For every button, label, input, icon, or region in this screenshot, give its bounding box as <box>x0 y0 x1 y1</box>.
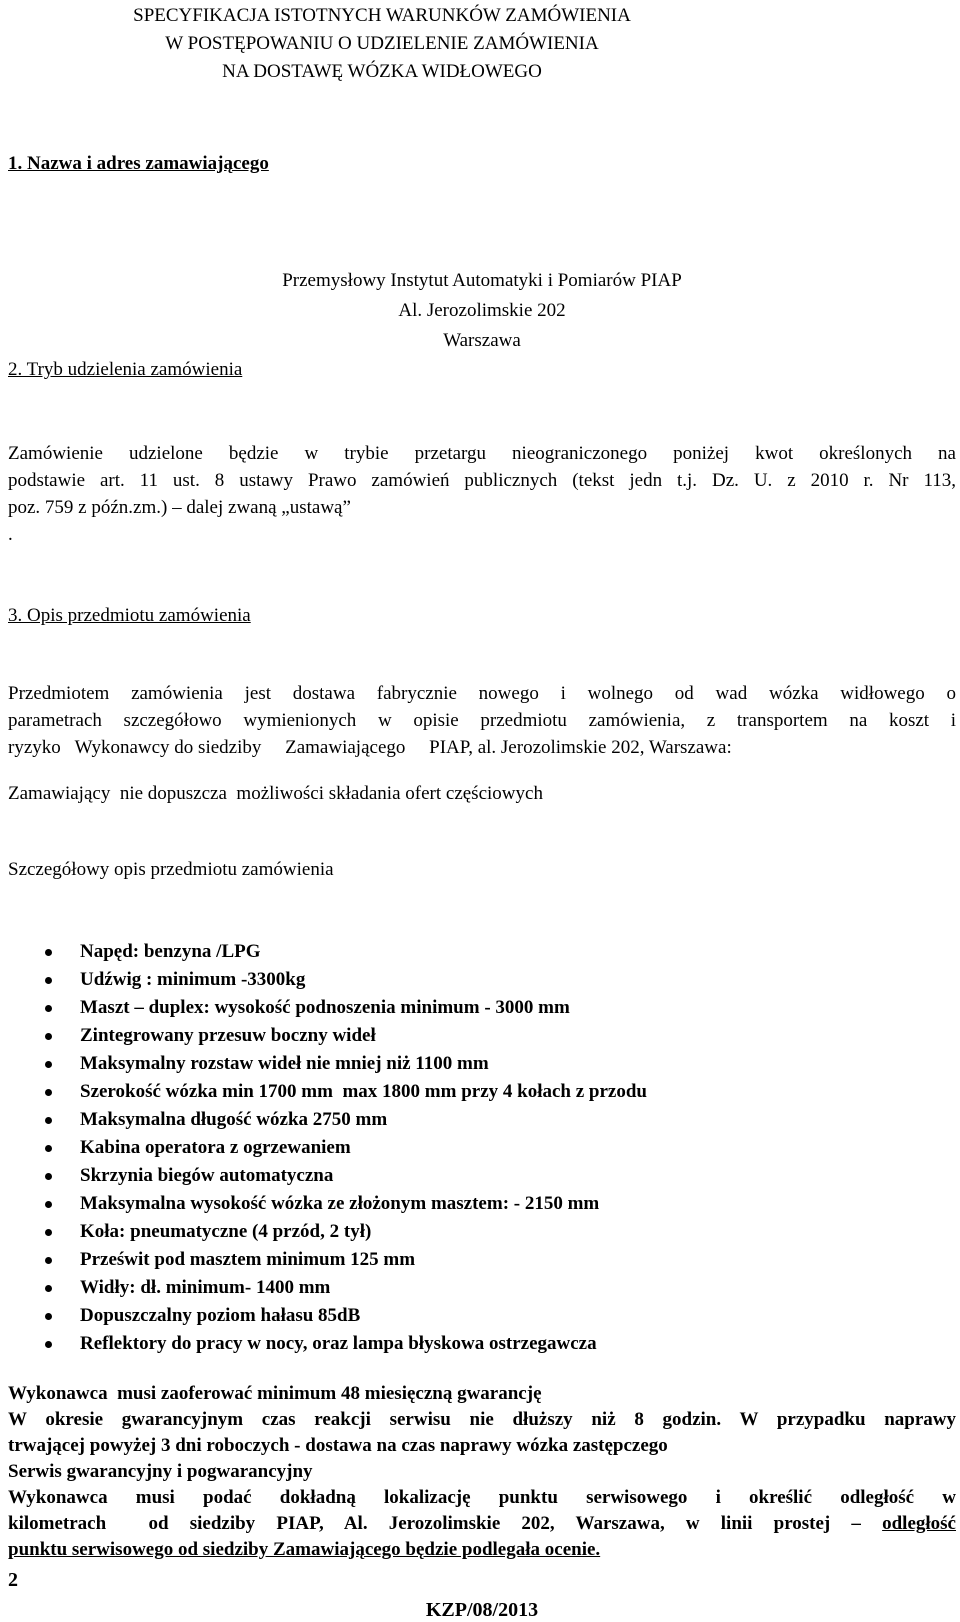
paragraph-line: . <box>8 524 13 545</box>
feature-text: Maksymalna długość wózka 2750 mm <box>80 1109 388 1130</box>
section-1-heading: 1. Nazwa i adres zamawiającego <box>8 153 269 174</box>
bullet-icon <box>45 1313 52 1320</box>
feature-text: Reflektory do pracy w nocy, oraz lampa błyskowa ostrzegawcza <box>80 1333 597 1354</box>
paragraph-line: ryzyko Wykonawcy do siedziby Zamawiającego PIAP, al. Jerozolimskie 202, Warszawa: <box>8 737 732 758</box>
document-code: KZP/08/2013 <box>425 1599 539 1621</box>
list-item <box>8 1302 647 1330</box>
list-item <box>8 1274 647 1302</box>
feature-text: Napęd: benzyna /LPG <box>80 941 261 962</box>
feature-text: Widły: dł. minimum- 1400 mm <box>80 1277 331 1298</box>
address-line: Warszawa <box>443 330 521 351</box>
bullet-icon <box>45 1033 52 1040</box>
warranty-line: Wykonawca musi zaoferować minimum 48 miesięczną gwarancję <box>8 1383 542 1404</box>
address-line: Al. Jerozolimskie 202 <box>398 300 566 321</box>
bullet-icon <box>45 1173 52 1180</box>
bullet-icon <box>45 1005 52 1012</box>
bullet-icon <box>45 1145 52 1152</box>
section-2-heading: 2. Tryb udzielenia zamówienia <box>8 359 243 380</box>
detail-heading: Szczegółowy opis przedmiotu zamówienia <box>8 859 334 880</box>
bullet-icon <box>45 1061 52 1068</box>
bullet-icon <box>45 1201 52 1208</box>
warranty-line: trwającej powyżej 3 dni roboczych - dostawa na czas naprawy wózka zastępczego <box>8 1435 668 1456</box>
document-title <box>8 2 756 86</box>
section-3-heading: 3. Opis przedmiotu zamówienia <box>8 605 251 626</box>
subject-paragraph <box>8 680 956 761</box>
feature-text: Maksymalny rozstaw wideł nie mniej niż 1100 mm <box>80 1053 489 1074</box>
bullet-icon <box>45 1341 52 1348</box>
feature-text: Prześwit pod masztem minimum 125 mm <box>80 1249 416 1270</box>
list-item <box>8 1330 647 1358</box>
list-item <box>8 1050 647 1078</box>
feature-text: Skrzynia biegów automatyczna <box>80 1165 334 1186</box>
procedure-paragraph <box>8 440 956 548</box>
feature-text: Udźwig : minimum -3300kg <box>80 969 306 990</box>
paragraph-line: podstawie art. 11 ust. 8 ustawy Prawo zamówień publicznych (tekst jedn t.j. Dz. U. z 2010 r. Nr 113, <box>8 470 956 491</box>
bullet-icon <box>45 1257 52 1264</box>
feature-text: Koła: pneumatyczne (4 przód, 2 tył) <box>80 1221 372 1242</box>
list-item <box>8 1134 647 1162</box>
features-list <box>8 938 647 1358</box>
list-item <box>8 1190 647 1218</box>
paragraph-line: Zamówienie udzielone będzie w trybie przetargu nieograniczonego poniżej kwot określonych na <box>8 443 956 464</box>
warranty-underlined-text: odległość <box>882 1513 956 1534</box>
warranty-line <box>8 1511 956 1537</box>
feature-text: Maszt – duplex: wysokość podnoszenia minimum - 3000 mm <box>80 997 570 1018</box>
title-line: SPECYFIKACJA ISTOTNYCH WARUNKÓW ZAMÓWIENIA <box>133 5 631 26</box>
bullet-icon <box>45 949 52 956</box>
list-item <box>8 1078 647 1106</box>
list-item <box>8 966 647 994</box>
warranty-line: Serwis gwarancyjny i pogwarancyjny <box>8 1461 313 1482</box>
title-line: W POSTĘPOWANIU O UDZIELENIE ZAMÓWIENIA <box>165 33 599 54</box>
list-item <box>8 938 647 966</box>
feature-text: Szerokość wózka min 1700 mm max 1800 mm przy 4 kołach z przodu <box>80 1081 647 1102</box>
warranty-block <box>8 1381 956 1563</box>
list-item <box>8 1246 647 1274</box>
paragraph-line: Przedmiotem zamówienia jest dostawa fabrycznie nowego i wolnego od wad wózka widłowego o <box>8 683 956 704</box>
warranty-text: kilometrach od siedziby PIAP, Al. Jerozolimskie 202, Warszawa, w linii prostej – <box>8 1513 883 1534</box>
bullet-icon <box>45 1229 52 1236</box>
list-item <box>8 1162 647 1190</box>
list-item <box>8 1106 647 1134</box>
paragraph-line: parametrach szczegółowo wymienionych w opisie przedmiotu zamówienia, z transportem na koszt i <box>8 710 956 731</box>
bullet-icon <box>45 1089 52 1096</box>
bullet-icon <box>45 1117 52 1124</box>
feature-text: Dopuszczalny poziom hałasu 85dB <box>80 1305 361 1326</box>
list-item <box>8 1218 647 1246</box>
orderer-address <box>8 266 956 356</box>
warranty-line: W okresie gwarancyjnym czas reakcji serwisu nie dłuższy niż 8 godzin. W przypadku naprawy <box>8 1409 956 1430</box>
bullet-icon <box>45 1285 52 1292</box>
feature-text: Maksymalna wysokość wózka ze złożonym masztem: - 2150 mm <box>80 1193 600 1214</box>
title-line: NA DOSTAWĘ WÓZKA WIDŁOWEGO <box>222 61 542 82</box>
partial-offers-note: Zamawiający nie dopuszcza możliwości składania ofert częściowych <box>8 783 543 804</box>
feature-text: Kabina operatora z ogrzewaniem <box>80 1137 351 1158</box>
warranty-line: Wykonawca musi podać dokładną lokalizację punktu serwisowego i określić odległość w <box>8 1487 956 1508</box>
bullet-icon <box>45 977 52 984</box>
address-line: Przemysłowy Instytut Automatyki i Pomiarów PIAP <box>282 270 682 291</box>
warranty-line: punktu serwisowego od siedziby Zamawiającego będzie podlegała ocenie. <box>8 1539 601 1560</box>
page-number: 2 <box>8 1569 18 1591</box>
list-item <box>8 994 647 1022</box>
list-item <box>8 1022 647 1050</box>
feature-text: Zintegrowany przesuw boczny wideł <box>80 1025 376 1046</box>
paragraph-line: poz. 759 z późn.zm.) – dalej zwaną „ustawą” <box>8 497 351 518</box>
